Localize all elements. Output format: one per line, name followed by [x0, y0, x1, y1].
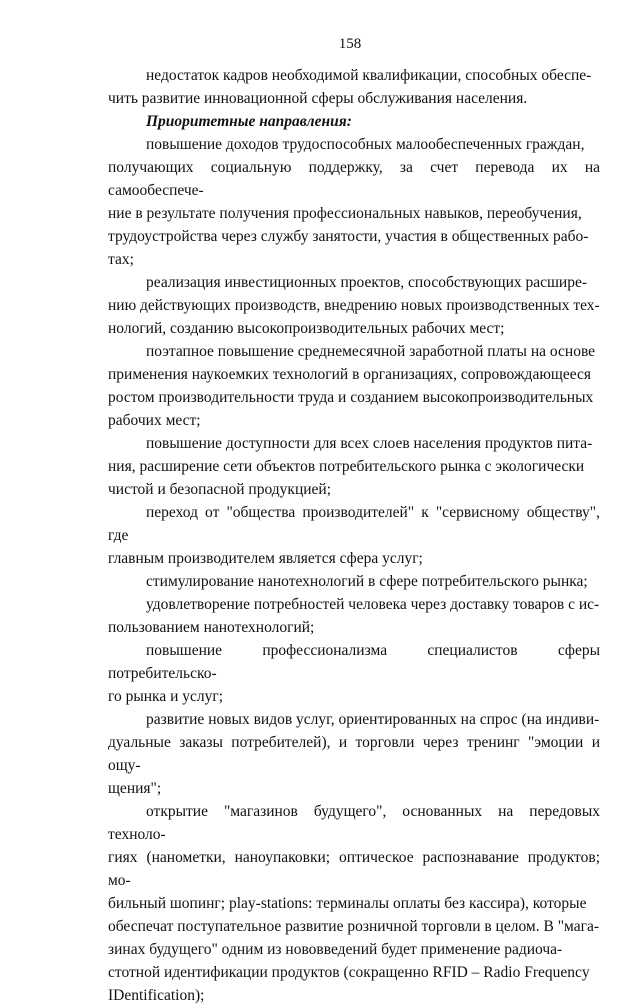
- text-line: бильный шопинг; play-stations: терминалы оплаты без кассира), которые: [108, 895, 587, 912]
- text-line: зинах будущего" одним из нововведений будет применение радиоча-: [108, 941, 563, 958]
- paragraph-delivery-nanotech: [108, 593, 600, 639]
- paragraph-new-services: [108, 708, 600, 800]
- text-line: IDentification);: [108, 987, 205, 1004]
- paragraph-wage-increase: [108, 340, 600, 432]
- text-line: трудоустройства через службу занятости, участия в общественных рабо-: [108, 228, 589, 245]
- paragraph-stores-of-future: [108, 800, 600, 1007]
- text-line: чистой и безопасной продукцией;: [108, 481, 332, 498]
- text-line: развитие новых видов услуг, ориентированных на спрос (на индиви-: [146, 711, 600, 728]
- text-line: пользованием нанотехнологий;: [108, 619, 315, 636]
- paragraph-staff-shortage: [108, 64, 600, 110]
- text-line: гиях (нанометки, наноупаковки; оптическое распознавание продуктов; мо-: [108, 849, 600, 889]
- paragraph-nanotech-stimulus: [108, 570, 600, 593]
- text-line: повышение доходов трудоспособных малообеспеченных граждан,: [146, 136, 585, 153]
- text-line: стимулирование нанотехнологий в сфере потребительского рынка;: [146, 573, 588, 590]
- body-text: [108, 64, 600, 1007]
- text-line: щения";: [108, 780, 162, 797]
- section-heading: Приоритетные направления:: [146, 113, 352, 130]
- text-line: дуальные заказы потребителей), и торговли через тренинг "эмоции и ощу-: [108, 734, 600, 774]
- text-line: чить развитие инновационной сферы обслуживания населения.: [108, 90, 528, 107]
- paragraph-service-society: [108, 501, 600, 570]
- text-line: ростом производительности труда и созданием высокопроизводительных: [108, 389, 594, 406]
- text-line: нию действующих производств, внедрению новых производственных тех-: [108, 297, 600, 314]
- text-line: ния, расширение сети объектов потребительского рынка с экологически: [108, 458, 585, 475]
- text-line: повышение доступности для всех слоев населения продуктов пита-: [146, 435, 593, 452]
- text-line: открытие "магазинов будущего", основанных на передовых техноло-: [108, 803, 600, 843]
- text-line: применения наукоемких технологий в организациях, сопровождающееся: [108, 366, 591, 383]
- text-line: получающих социальную поддержку, за счет перевода их на самообеспече-: [108, 159, 600, 199]
- text-line: недостаток кадров необходимой квалификации, способных обеспе-: [146, 67, 592, 84]
- text-line: реализация инвестиционных проектов, способствующих расшире-: [146, 274, 588, 291]
- page-number: 158: [338, 36, 362, 52]
- text-line: удовлетворение потребностей человека через доставку товаров с ис-: [146, 596, 600, 613]
- text-line: обеспечат поступательное развитие розничной торговли в целом. В "мага-: [108, 918, 599, 935]
- paragraph-food-availability: [108, 432, 600, 501]
- text-line: главным производителем является сфера услуг;: [108, 550, 423, 567]
- text-line: стотной идентификации продуктов (сокращенно RFID – Radio Frequency: [108, 964, 590, 981]
- paragraph-income-growth: [108, 133, 600, 271]
- paragraph-investment-projects: [108, 271, 600, 340]
- text-line: го рынка и услуг;: [108, 688, 224, 705]
- text-line: рабочих мест;: [108, 412, 201, 429]
- text-line: нологий, созданию высокопроизводительных рабочих мест;: [108, 320, 505, 337]
- text-line: повышение профессионализма специалистов сферы потребительско-: [108, 642, 600, 682]
- text-line: ние в результате получения профессиональных навыков, переобучения,: [108, 205, 582, 222]
- text-line: поэтапное повышение среднемесячной заработной платы на основе: [146, 343, 596, 360]
- text-line: тах;: [108, 251, 134, 268]
- text-line: переход от "общества производителей" к "сервисному обществу", где: [108, 504, 600, 544]
- paragraph-professionalism: [108, 639, 600, 708]
